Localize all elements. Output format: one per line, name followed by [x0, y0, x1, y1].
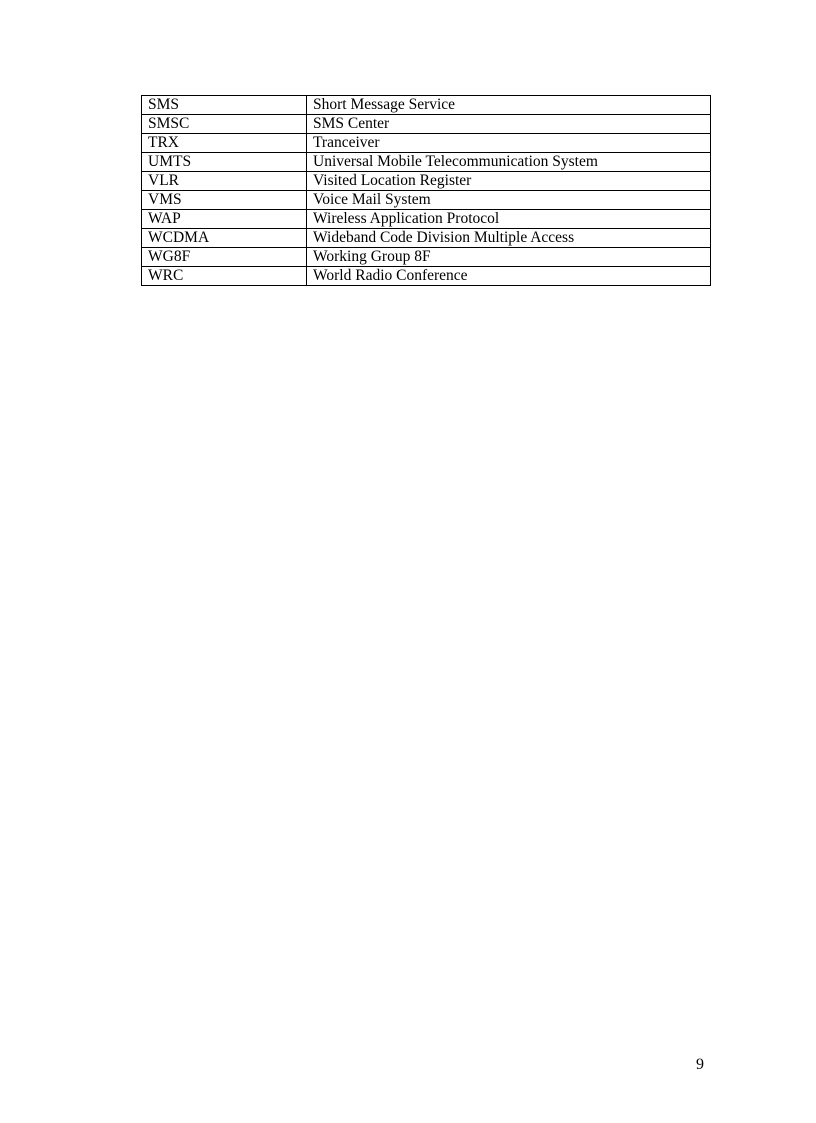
table-row: [142, 210, 711, 229]
table-row: [142, 115, 711, 134]
meaning-cell: Short Message Service: [307, 96, 711, 115]
table-row: [142, 267, 711, 286]
table-row: [142, 153, 711, 172]
abbreviation-cell: SMS: [142, 96, 307, 115]
meaning-cell: World Radio Conference: [307, 267, 711, 286]
abbreviation-cell: TRX: [142, 134, 307, 153]
meaning-cell: SMS Center: [307, 115, 711, 134]
abbreviation-cell: UMTS: [142, 153, 307, 172]
page-number: 9: [696, 1056, 704, 1073]
meaning-cell: Wideband Code Division Multiple Access: [307, 229, 711, 248]
abbreviation-cell: WG8F: [142, 248, 307, 267]
abbreviation-cell: WAP: [142, 210, 307, 229]
table-row: [142, 229, 711, 248]
meaning-cell: Wireless Application Protocol: [307, 210, 711, 229]
table-row: [142, 248, 711, 267]
table-row: [142, 172, 711, 191]
meaning-cell: Voice Mail System: [307, 191, 711, 210]
abbreviation-table: [141, 95, 711, 286]
table-row: [142, 96, 711, 115]
table-row: [142, 191, 711, 210]
abbreviation-cell: WCDMA: [142, 229, 307, 248]
abbreviation-cell: VMS: [142, 191, 307, 210]
meaning-cell: Universal Mobile Telecommunication System: [307, 153, 711, 172]
table-row: [142, 134, 711, 153]
abbreviation-cell: VLR: [142, 172, 307, 191]
meaning-cell: Working Group 8F: [307, 248, 711, 267]
meaning-cell: Visited Location Register: [307, 172, 711, 191]
abbreviation-cell: SMSC: [142, 115, 307, 134]
meaning-cell: Tranceiver: [307, 134, 711, 153]
abbreviation-cell: WRC: [142, 267, 307, 286]
